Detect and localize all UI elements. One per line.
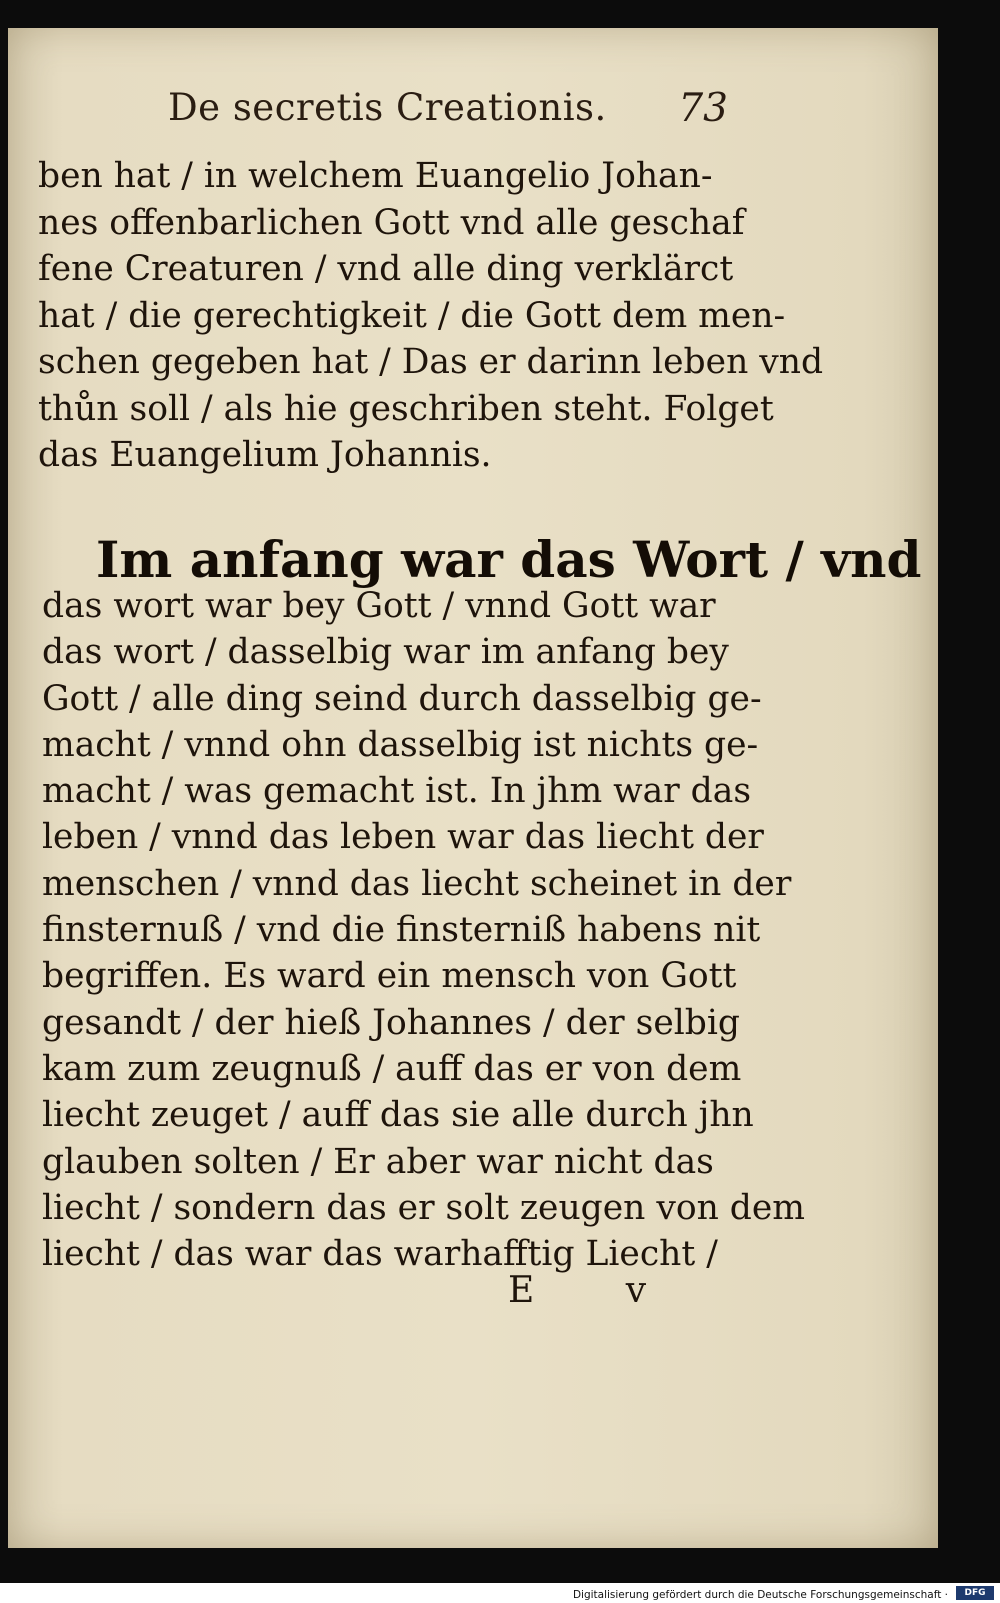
text-line: hat / die gerechtigkeit / die Gott dem men-	[38, 295, 786, 336]
signature-mark: E v	[508, 1270, 687, 1311]
text-line: liecht / sondern das er solt zeugen von dem	[42, 1187, 806, 1228]
text-line: gesandt / der hieß Johannes / der selbig	[42, 1002, 740, 1043]
text-line: finsternuß / vnd die finsterniß habens nit	[42, 910, 761, 951]
paragraph-2	[42, 583, 806, 1277]
text-line: das Euangelium Johannis.	[38, 435, 492, 475]
text-line: nes offenbarlichen Gott vnd alle geschaf	[38, 202, 745, 243]
text-line: liecht / das war das warhafftig Liecht /	[42, 1234, 718, 1275]
paragraph-1	[38, 153, 824, 479]
text-line: glauben solten / Er aber war nicht das	[42, 1141, 714, 1182]
footer-bar	[0, 1583, 1000, 1603]
text-line: das wort / dasselbig war im anfang bey	[42, 632, 729, 673]
text-line: macht / was gemacht ist. In jhm war das	[42, 771, 752, 812]
page-number: 73	[678, 86, 728, 131]
text-line: liecht zeuget / auff das sie alle durch jhn	[42, 1095, 754, 1136]
opening-line: Im anfang war das Wort / vnd	[96, 530, 922, 589]
text-line: leben / vnnd das leben war das liecht der	[42, 817, 764, 858]
text-line: macht / vnnd ohn dasselbig ist nichts ge-	[42, 724, 759, 765]
funding-credit: Digitalisierung gefördert durch die Deutsche Forschungsgemeinschaft ·	[572, 1589, 948, 1601]
text-line: Gott / alle ding seind durch dasselbig ge-	[42, 678, 762, 719]
dfg-logo: DFG	[956, 1586, 994, 1600]
text-line: fene Creaturen / vnd alle ding verklärct	[38, 249, 734, 289]
running-head: De secretis Creationis.	[168, 86, 607, 129]
text-line: schen gegeben hat / Das er darinn leben vnd	[38, 342, 824, 382]
text-line: kam zum zeugnuß / auff das er von dem	[42, 1048, 742, 1089]
text-line: thůn soll / als hie geschriben steht. Folget	[38, 388, 774, 429]
text-line: das wort war bey Gott / vnnd Gott war	[42, 586, 716, 626]
text-line: menschen / vnnd das liecht scheinet in der	[42, 863, 792, 904]
text-line: begriffen. Es ward ein mensch von Gott	[42, 956, 737, 997]
book-page	[8, 28, 938, 1548]
page-header	[168, 86, 728, 146]
text-line: ben hat / in welchem Euangelio Johan-	[38, 156, 713, 196]
